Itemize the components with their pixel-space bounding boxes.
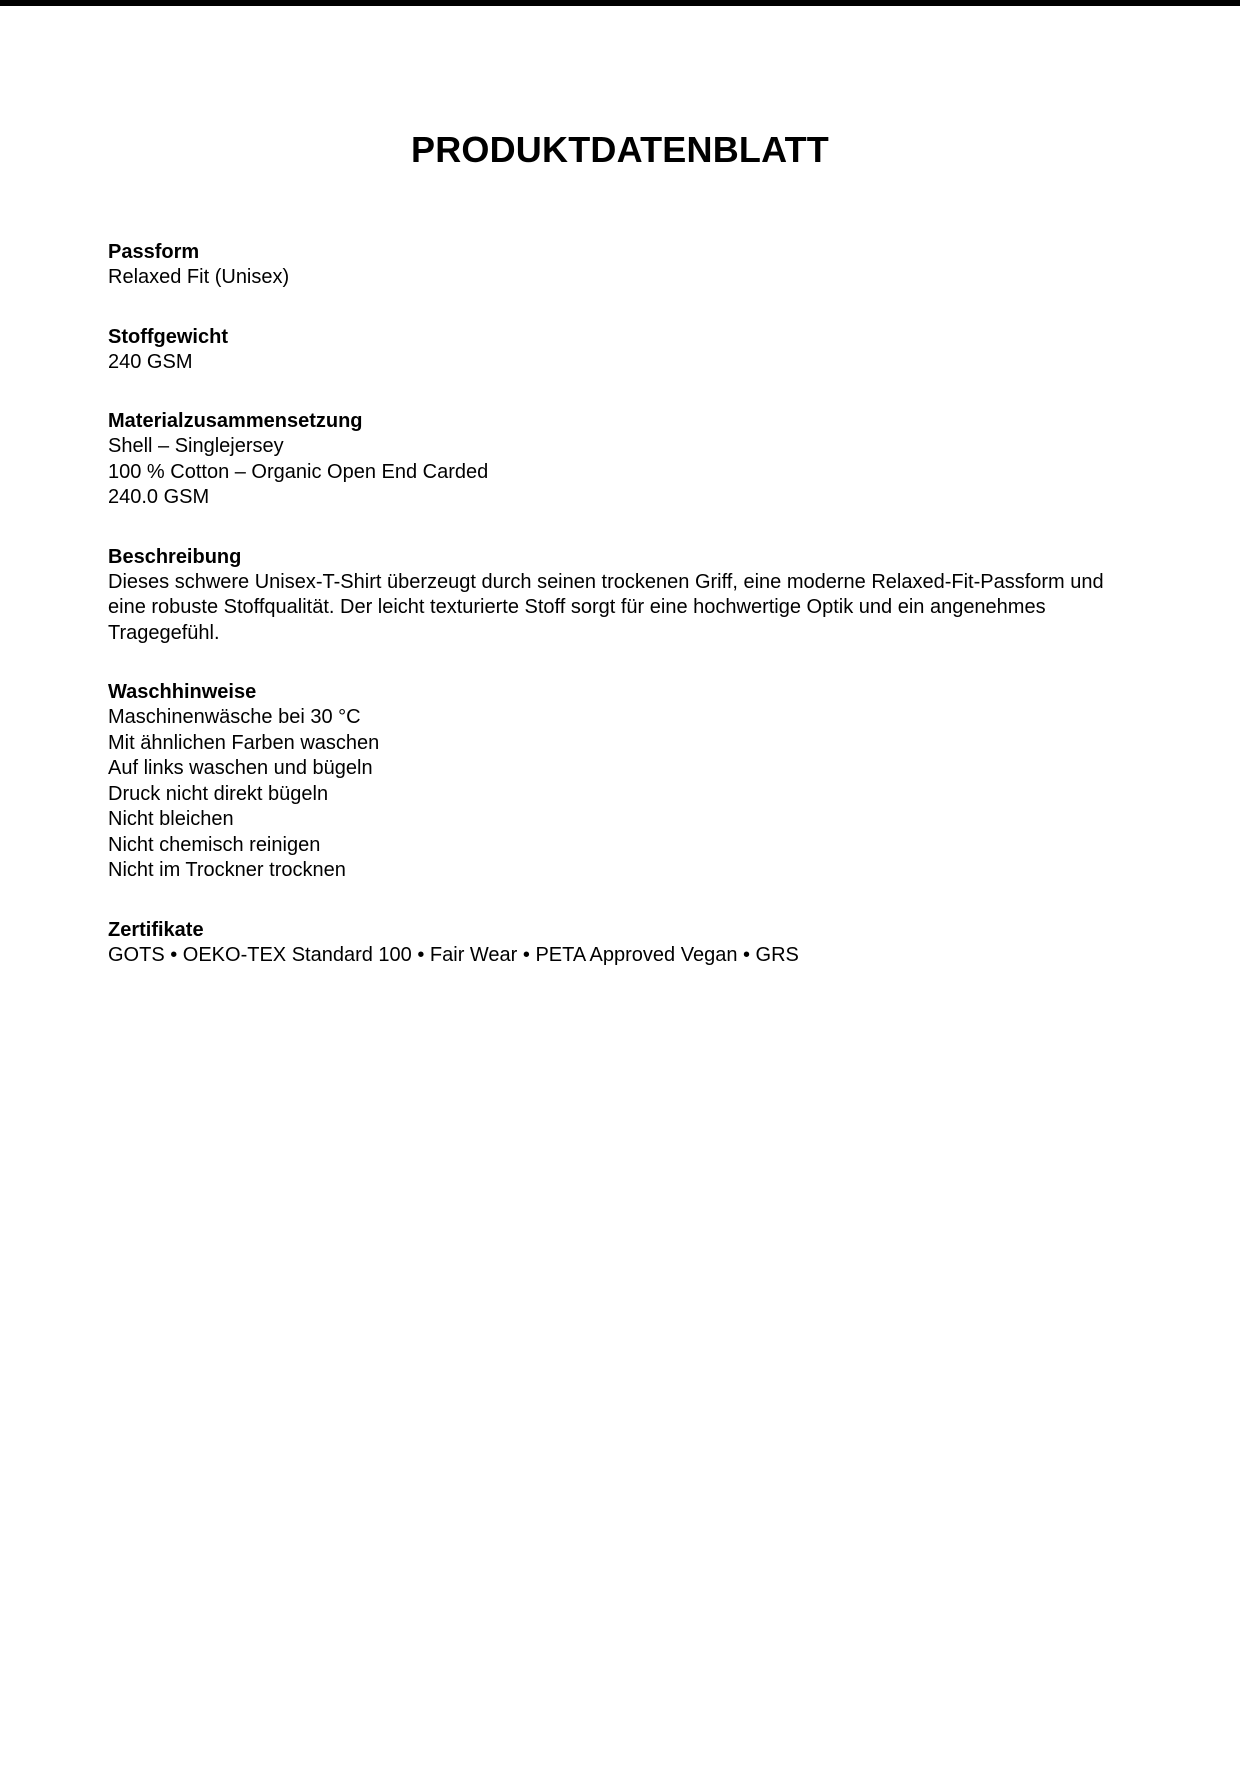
section-heading-material: Materialzusammensetzung bbox=[108, 410, 363, 432]
waschhinweis-line: Druck nicht direkt bügeln bbox=[108, 782, 329, 805]
section-zertifikate bbox=[108, 918, 1148, 969]
section-passform bbox=[108, 240, 1148, 291]
section-material bbox=[108, 409, 1148, 511]
waschhinweis-line: Nicht bleichen bbox=[108, 808, 234, 830]
waschhinweis-line: Maschinenwäsche bei 30 °C bbox=[108, 706, 361, 728]
waschhinweis-line: Auf links waschen und bügeln bbox=[108, 757, 373, 779]
waschhinweis-line: Nicht im Trockner trocknen bbox=[108, 859, 346, 881]
material-line: Shell – Singlejersey bbox=[108, 435, 284, 457]
material-line: 240.0 GSM bbox=[108, 486, 210, 508]
section-heading-stoffgewicht: Stoffgewicht bbox=[108, 325, 228, 348]
section-heading-beschreibung: Beschreibung bbox=[108, 545, 242, 568]
document-title: PRODUKTDATENBLATT bbox=[410, 129, 829, 170]
section-heading-zertifikate: Zertifikate bbox=[108, 918, 204, 941]
section-beschreibung bbox=[108, 545, 1148, 647]
section-stoffgewicht bbox=[108, 325, 1148, 376]
section-heading-waschhinweise: Waschhinweise bbox=[108, 681, 257, 703]
waschhinweis-line: Mit ähnlichen Farben waschen bbox=[108, 731, 380, 754]
section-heading-passform: Passform bbox=[108, 241, 200, 263]
passform-value: Relaxed Fit (Unisex) bbox=[108, 266, 290, 288]
waschhinweis-line: Nicht chemisch reinigen bbox=[108, 833, 321, 856]
stoffgewicht-value: 240 GSM bbox=[108, 350, 193, 373]
beschreibung-text: Dieses schwere Unisex-T-Shirt überzeugt durch seinen trockenen Griff, eine moderne Relaxed-Fit-Passform und eine robuste Stoffqualität. Der leicht texturierte Stoff sorgt für eine hochwertige Optik und ein angenehmes Tragegefühl. bbox=[108, 570, 1104, 644]
section-waschhinweise bbox=[108, 680, 1148, 884]
zertifikate-value: GOTS • OEKO-TEX Standard 100 • Fair Wear • PETA Approved Vegan • GRS bbox=[108, 943, 799, 966]
top-border-rule bbox=[0, 0, 1240, 6]
material-line: 100 % Cotton – Organic Open End Carded bbox=[108, 460, 489, 483]
document-body bbox=[108, 240, 1148, 1002]
